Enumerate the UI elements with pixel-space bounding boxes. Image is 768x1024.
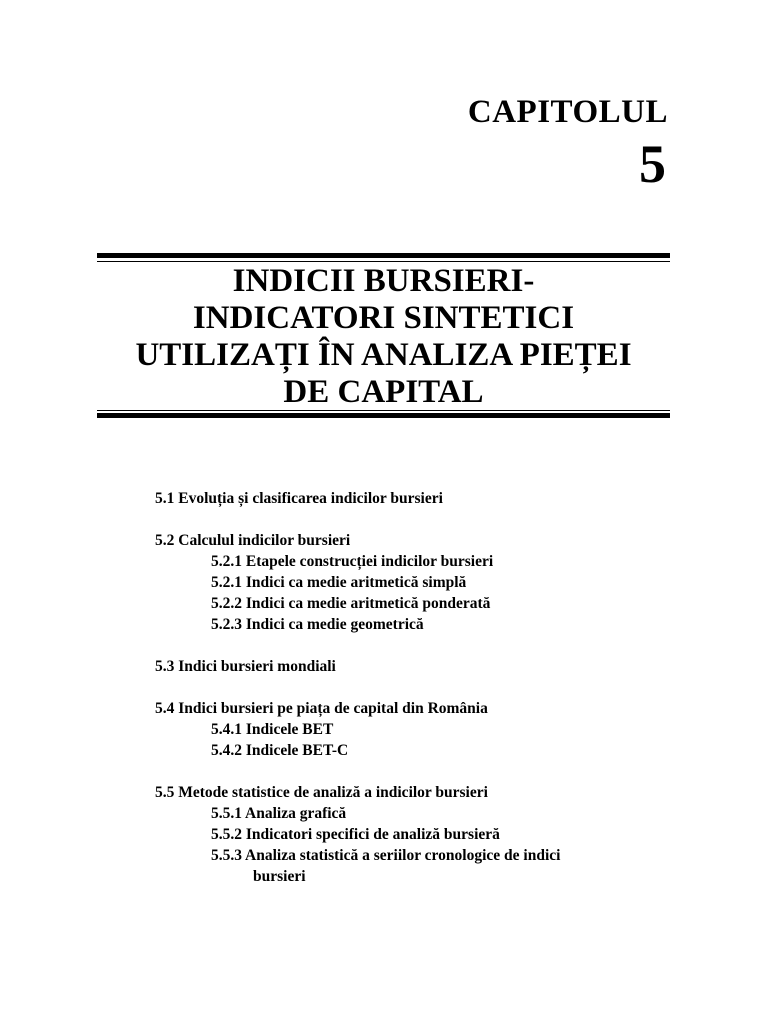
title-line: INDICII BURSIERI-: [232, 263, 535, 299]
toc-subsection: 5.4.2 Indicele BET-C: [211, 742, 349, 759]
toc-section: [155, 530, 675, 635]
chapter-title: [97, 263, 670, 411]
toc-subsection: 5.5.1 Analiza grafică: [211, 805, 347, 822]
toc-section: [155, 698, 675, 761]
toc-subsection: 5.4.1 Indicele BET: [211, 721, 334, 738]
toc-subsection: 5.5.3 Analiza statistică a seriilor cronologice de indici: [211, 847, 561, 864]
title-rule-bottom-thin: [97, 410, 670, 411]
toc-subsection: 5.2.3 Indici ca medie geometrică: [211, 616, 424, 633]
toc-section: [155, 782, 675, 887]
toc-subsection: 5.2.2 Indici ca medie aritmetică ponderată: [211, 595, 491, 612]
title-line: INDICATORI SINTETICI: [192, 300, 575, 336]
toc-subsection-continuation: bursieri: [253, 868, 306, 885]
toc-section: [155, 656, 675, 677]
toc-subsection: 5.2.1 Indici ca medie aritmetică simplă: [211, 574, 467, 591]
toc-subsection: 5.2.1 Etapele construcției indicilor bursieri: [211, 553, 494, 570]
toc-section-title: 5.5 Metode statistice de analiză a indicilor bursieri: [155, 784, 488, 801]
chapter-number: 5: [639, 134, 666, 194]
toc-section-title: 5.2 Calculul indicilor bursieri: [155, 532, 351, 549]
title-rule-bottom-thick: [97, 413, 670, 418]
toc-section: [155, 488, 675, 509]
title-line: DE CAPITAL: [283, 374, 484, 410]
chapter-label: CAPITOLUL: [467, 94, 668, 130]
toc-section-title: 5.4 Indici bursieri pe piața de capital din România: [155, 700, 488, 717]
title-rule-top-thin: [97, 261, 670, 262]
toc-section-title: 5.1 Evoluția și clasificarea indicilor bursieri: [155, 490, 443, 507]
toc-section-title: 5.3 Indici bursieri mondiali: [155, 658, 336, 675]
toc-subsection: 5.5.2 Indicatori specifici de analiză bursieră: [211, 826, 500, 843]
title-line: UTILIZAȚI ÎN ANALIZA PIEȚEI: [135, 337, 632, 373]
table-of-contents: [155, 488, 675, 908]
title-rule-top-thick: [97, 253, 670, 258]
